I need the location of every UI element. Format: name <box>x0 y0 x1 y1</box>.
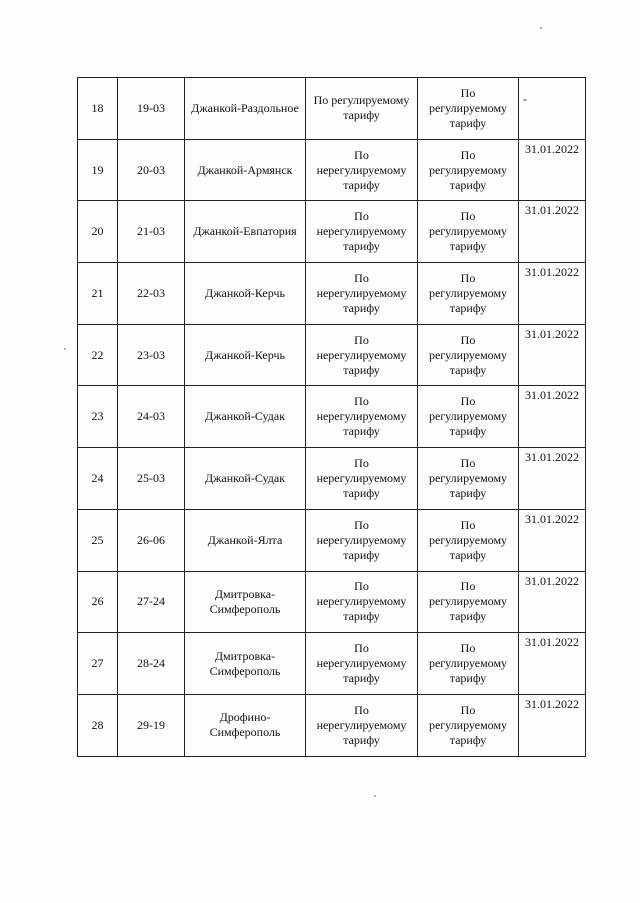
table-row <box>78 509 586 571</box>
tariff-line: нерегулируемому <box>316 347 407 362</box>
tariff-line: тарифу <box>449 671 487 686</box>
date-cell: - <box>519 78 586 140</box>
tariff-type-cell <box>306 448 418 510</box>
tariff-line: тарифу <box>449 547 487 562</box>
tariff-type-cell <box>418 448 519 510</box>
tariff-line: По <box>460 85 476 100</box>
tariff-type-cell <box>306 694 418 756</box>
table-row <box>78 633 586 695</box>
tariff-line: По <box>460 332 476 347</box>
table-row <box>78 386 586 448</box>
tariff-line: нерегулируемому <box>316 717 407 732</box>
tariff-line: регулируемому <box>428 285 508 300</box>
date-cell: 31.01.2022 <box>519 386 586 448</box>
tariff-type-cell <box>306 201 418 263</box>
tariff-line: По <box>460 394 476 409</box>
tariff-type-cell <box>418 509 519 571</box>
row-number-cell: 22 <box>78 324 118 386</box>
tariff-type-cell <box>418 633 519 695</box>
tariff-line: регулируемому <box>428 470 508 485</box>
tariff-line: По <box>354 641 369 656</box>
scan-speck <box>540 27 542 29</box>
tariff-line: тарифу <box>449 239 487 254</box>
tariff-type-cell <box>418 386 519 448</box>
route-name-cell: Джанкой-Судак <box>185 386 306 448</box>
tariff-type-cell <box>306 386 418 448</box>
date-cell: 31.01.2022 <box>519 694 586 756</box>
tariff-line: По <box>460 579 476 594</box>
tariff-line: тарифу <box>449 177 487 192</box>
route-code-cell: 20-03 <box>118 139 185 201</box>
tariff-line: тарифу <box>343 424 380 439</box>
tariff-line: регулируемому <box>428 656 508 671</box>
tariff-line: тарифу <box>343 732 380 747</box>
route-name-line: Дмитровка- <box>214 586 276 601</box>
route-name-cell: Джанкой-Ялта <box>185 509 306 571</box>
route-name-cell <box>185 571 306 633</box>
tariff-line: нерегулируемому <box>316 594 407 609</box>
route-code-cell: 23-03 <box>118 324 185 386</box>
table-row <box>78 448 586 510</box>
tariff-line: регулируемому <box>428 162 508 177</box>
scan-speck <box>64 348 66 350</box>
row-number-cell: 21 <box>78 263 118 325</box>
tariff-type-cell <box>418 78 519 140</box>
tariff-line: По <box>354 455 369 470</box>
route-code-cell: 21-03 <box>118 201 185 263</box>
date-cell: 31.01.2022 <box>519 571 586 633</box>
tariff-line: тарифу <box>449 732 487 747</box>
tariff-type-cell <box>418 324 519 386</box>
tariff-line: По <box>354 394 369 409</box>
tariff-line: По <box>354 147 369 162</box>
route-code-cell: 28-24 <box>118 633 185 695</box>
tariff-type-cell <box>418 201 519 263</box>
tariff-line: нерегулируемому <box>316 285 407 300</box>
tariff-line: тарифу <box>449 609 487 624</box>
tariff-line: По <box>460 455 476 470</box>
scan-speck <box>374 795 376 797</box>
tariff-type-cell <box>306 509 418 571</box>
tariff-line: нерегулируемому <box>316 162 407 177</box>
tariff-line: регулируемому <box>428 347 508 362</box>
date-cell: 31.01.2022 <box>519 139 586 201</box>
row-number-cell: 19 <box>78 139 118 201</box>
table-row <box>78 694 586 756</box>
date-cell: 31.01.2022 <box>519 324 586 386</box>
tariff-line: регулируемому <box>428 224 508 239</box>
tariff-type-cell <box>306 139 418 201</box>
tariff-line: тарифу <box>343 300 380 315</box>
route-name-cell: Джанкой-Керчь <box>185 324 306 386</box>
tariff-line: тарифу <box>449 362 487 377</box>
tariff-line: регулируемому <box>428 409 508 424</box>
route-name-cell: Джанкой-Раздольное <box>185 78 306 140</box>
route-name-line: Симферополь <box>209 601 281 616</box>
tariff-line: По <box>354 209 369 224</box>
route-code-cell: 29-19 <box>118 694 185 756</box>
tariff-line: тарифу <box>343 609 380 624</box>
table-row <box>78 324 586 386</box>
tariff-type-cell <box>418 694 519 756</box>
route-name-cell <box>185 633 306 695</box>
row-number-cell: 26 <box>78 571 118 633</box>
tariff-line: тарифу <box>343 108 380 123</box>
tariff-line: По <box>354 332 369 347</box>
tariff-line: регулируемому <box>428 717 508 732</box>
row-number-cell: 28 <box>78 694 118 756</box>
row-number-cell: 25 <box>78 509 118 571</box>
tariff-line: По <box>460 517 476 532</box>
tariff-line: тарифу <box>343 362 380 377</box>
date-cell: 31.01.2022 <box>519 263 586 325</box>
tariff-line: По <box>460 702 476 717</box>
tariff-line: нерегулируемому <box>316 470 407 485</box>
route-name-line: Дмитровка- <box>214 648 276 663</box>
route-code-cell: 22-03 <box>118 263 185 325</box>
route-name-cell: Джанкой-Евпатория <box>185 201 306 263</box>
tariff-type-cell <box>306 633 418 695</box>
route-name-line: Симферополь <box>209 663 281 678</box>
route-code-cell: 27-24 <box>118 571 185 633</box>
date-cell: 31.01.2022 <box>519 509 586 571</box>
row-number-cell: 27 <box>78 633 118 695</box>
tariff-line: По регулируемому <box>313 93 410 108</box>
route-name-cell: Джанкой-Армянск <box>185 139 306 201</box>
row-number-cell: 20 <box>78 201 118 263</box>
tariff-line: По <box>354 702 369 717</box>
table-row <box>78 571 586 633</box>
tariff-line: тарифу <box>343 239 380 254</box>
routes-table-body <box>78 78 586 757</box>
row-number-cell: 24 <box>78 448 118 510</box>
tariff-line: тарифу <box>449 300 487 315</box>
tariff-line: По <box>460 209 476 224</box>
tariff-type-cell <box>418 571 519 633</box>
row-number-cell: 18 <box>78 78 118 140</box>
tariff-line: По <box>354 270 369 285</box>
tariff-line: По <box>354 517 369 532</box>
tariff-type-cell <box>418 139 519 201</box>
tariff-line: нерегулируемому <box>316 224 407 239</box>
tariff-line: По <box>460 270 476 285</box>
tariff-type-cell <box>306 571 418 633</box>
tariff-line: тарифу <box>343 671 380 686</box>
table-row <box>78 78 586 140</box>
routes-table <box>77 77 586 757</box>
tariff-line: По <box>460 641 476 656</box>
tariff-line: нерегулируемому <box>316 532 407 547</box>
tariff-line: регулируемому <box>428 594 508 609</box>
route-name-cell: Джанкой-Судак <box>185 448 306 510</box>
route-code-cell: 25-03 <box>118 448 185 510</box>
date-cell: 31.01.2022 <box>519 633 586 695</box>
route-name-line: Дрофино- <box>219 710 271 725</box>
route-name-cell <box>185 694 306 756</box>
route-code-cell: 24-03 <box>118 386 185 448</box>
table-row <box>78 139 586 201</box>
row-number-cell: 23 <box>78 386 118 448</box>
table-row <box>78 201 586 263</box>
tariff-type-cell <box>306 263 418 325</box>
route-name-cell: Джанкой-Керчь <box>185 263 306 325</box>
tariff-line: нерегулируемому <box>316 409 407 424</box>
route-code-cell: 26-06 <box>118 509 185 571</box>
date-cell: 31.01.2022 <box>519 201 586 263</box>
tariff-line: тарифу <box>449 485 487 500</box>
table-row <box>78 263 586 325</box>
tariff-line: регулируемому <box>428 100 508 115</box>
tariff-line: тарифу <box>343 485 380 500</box>
tariff-line: тарифу <box>449 115 487 130</box>
date-cell: 31.01.2022 <box>519 448 586 510</box>
tariff-line: тарифу <box>449 424 487 439</box>
tariff-line: По <box>354 579 369 594</box>
route-name-line: Симферополь <box>209 725 281 740</box>
tariff-type-cell <box>306 324 418 386</box>
tariff-line: тарифу <box>343 177 380 192</box>
tariff-line: регулируемому <box>428 532 508 547</box>
tariff-line: По <box>460 147 476 162</box>
tariff-line: нерегулируемому <box>316 656 407 671</box>
tariff-type-cell <box>306 78 418 140</box>
tariff-type-cell <box>418 263 519 325</box>
tariff-line: тарифу <box>343 547 380 562</box>
route-code-cell: 19-03 <box>118 78 185 140</box>
